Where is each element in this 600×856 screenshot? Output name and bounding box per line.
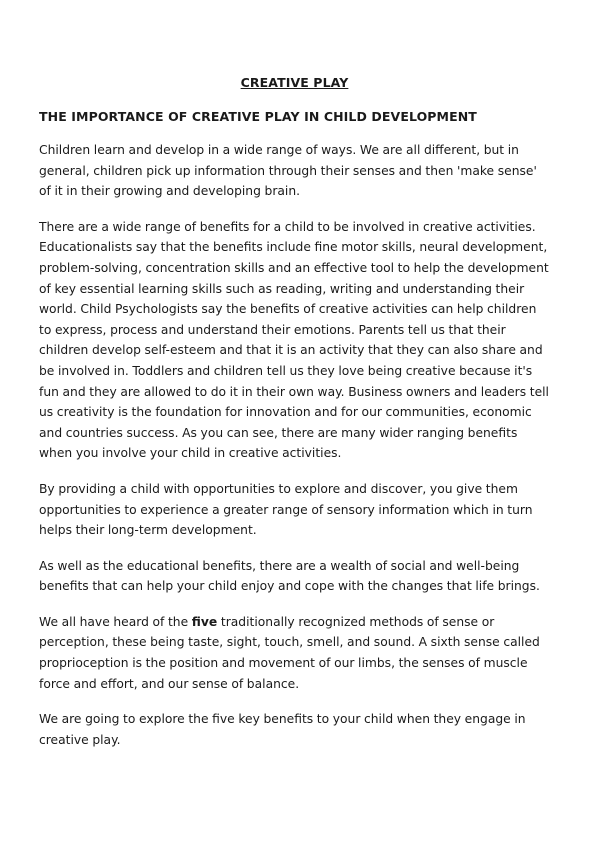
senses-text-after: traditionally recognized methods of sense or perception, these being taste, sight, touch, smell, and sound. A sixth sense called proprioception is the position and movement of our limbs, the senses of muscle force and effort, and our sense of balance. <box>39 614 540 691</box>
senses-emphasis: five <box>191 614 218 629</box>
paragraph-wellbeing: As well as the educational benefits, there are a wealth of social and well-being benefits that can help your child enjoy and cope with the changes that life brings. <box>39 558 540 594</box>
paragraph-intro: Children learn and develop in a wide range of ways. We are all different, but in general, children pick up information through their senses and then 'make sense' of it in their growing and developing brain. <box>39 143 537 199</box>
paragraph-senses <box>39 612 550 694</box>
paragraph-benefits: There are a wide range of benefits for a child to be involved in creative activities. Educationalists say that the benefits include fine motor skills, neural development, problem-solving, concentration skills and an effective tool to help the development of key essential learning skills such as reading, writing and understanding their world. Child Psychologists say the benefits of creative activities can help children to express, process and understand their emotions. Parents tell us that their children develop self-esteem and that it is an activity that they can also share and be involved in. Toddlers and children tell us they love being creative because it's fun and they are allowed to do it in their own way. Business owners and leaders tell us creativity is the foundation for innovation and for our communities, economic and countries success. As you can see, there are many wider ranging benefits when you involve your child in creative activities. <box>39 219 549 461</box>
section-heading: THE IMPORTANCE OF CREATIVE PLAY IN CHILD DEVELOPMENT <box>39 109 477 124</box>
document-title: CREATIVE PLAY <box>240 75 349 90</box>
senses-text-before: We all have heard of the <box>39 614 192 629</box>
paragraph-opportunities: By providing a child with opportunities to explore and discover, you give them opportunities to experience a greater range of sensory information which in turn helps their long-term development. <box>39 481 533 538</box>
paragraph-closing: We are going to explore the five key benefits to your child when they engage in creative play. <box>39 712 526 747</box>
